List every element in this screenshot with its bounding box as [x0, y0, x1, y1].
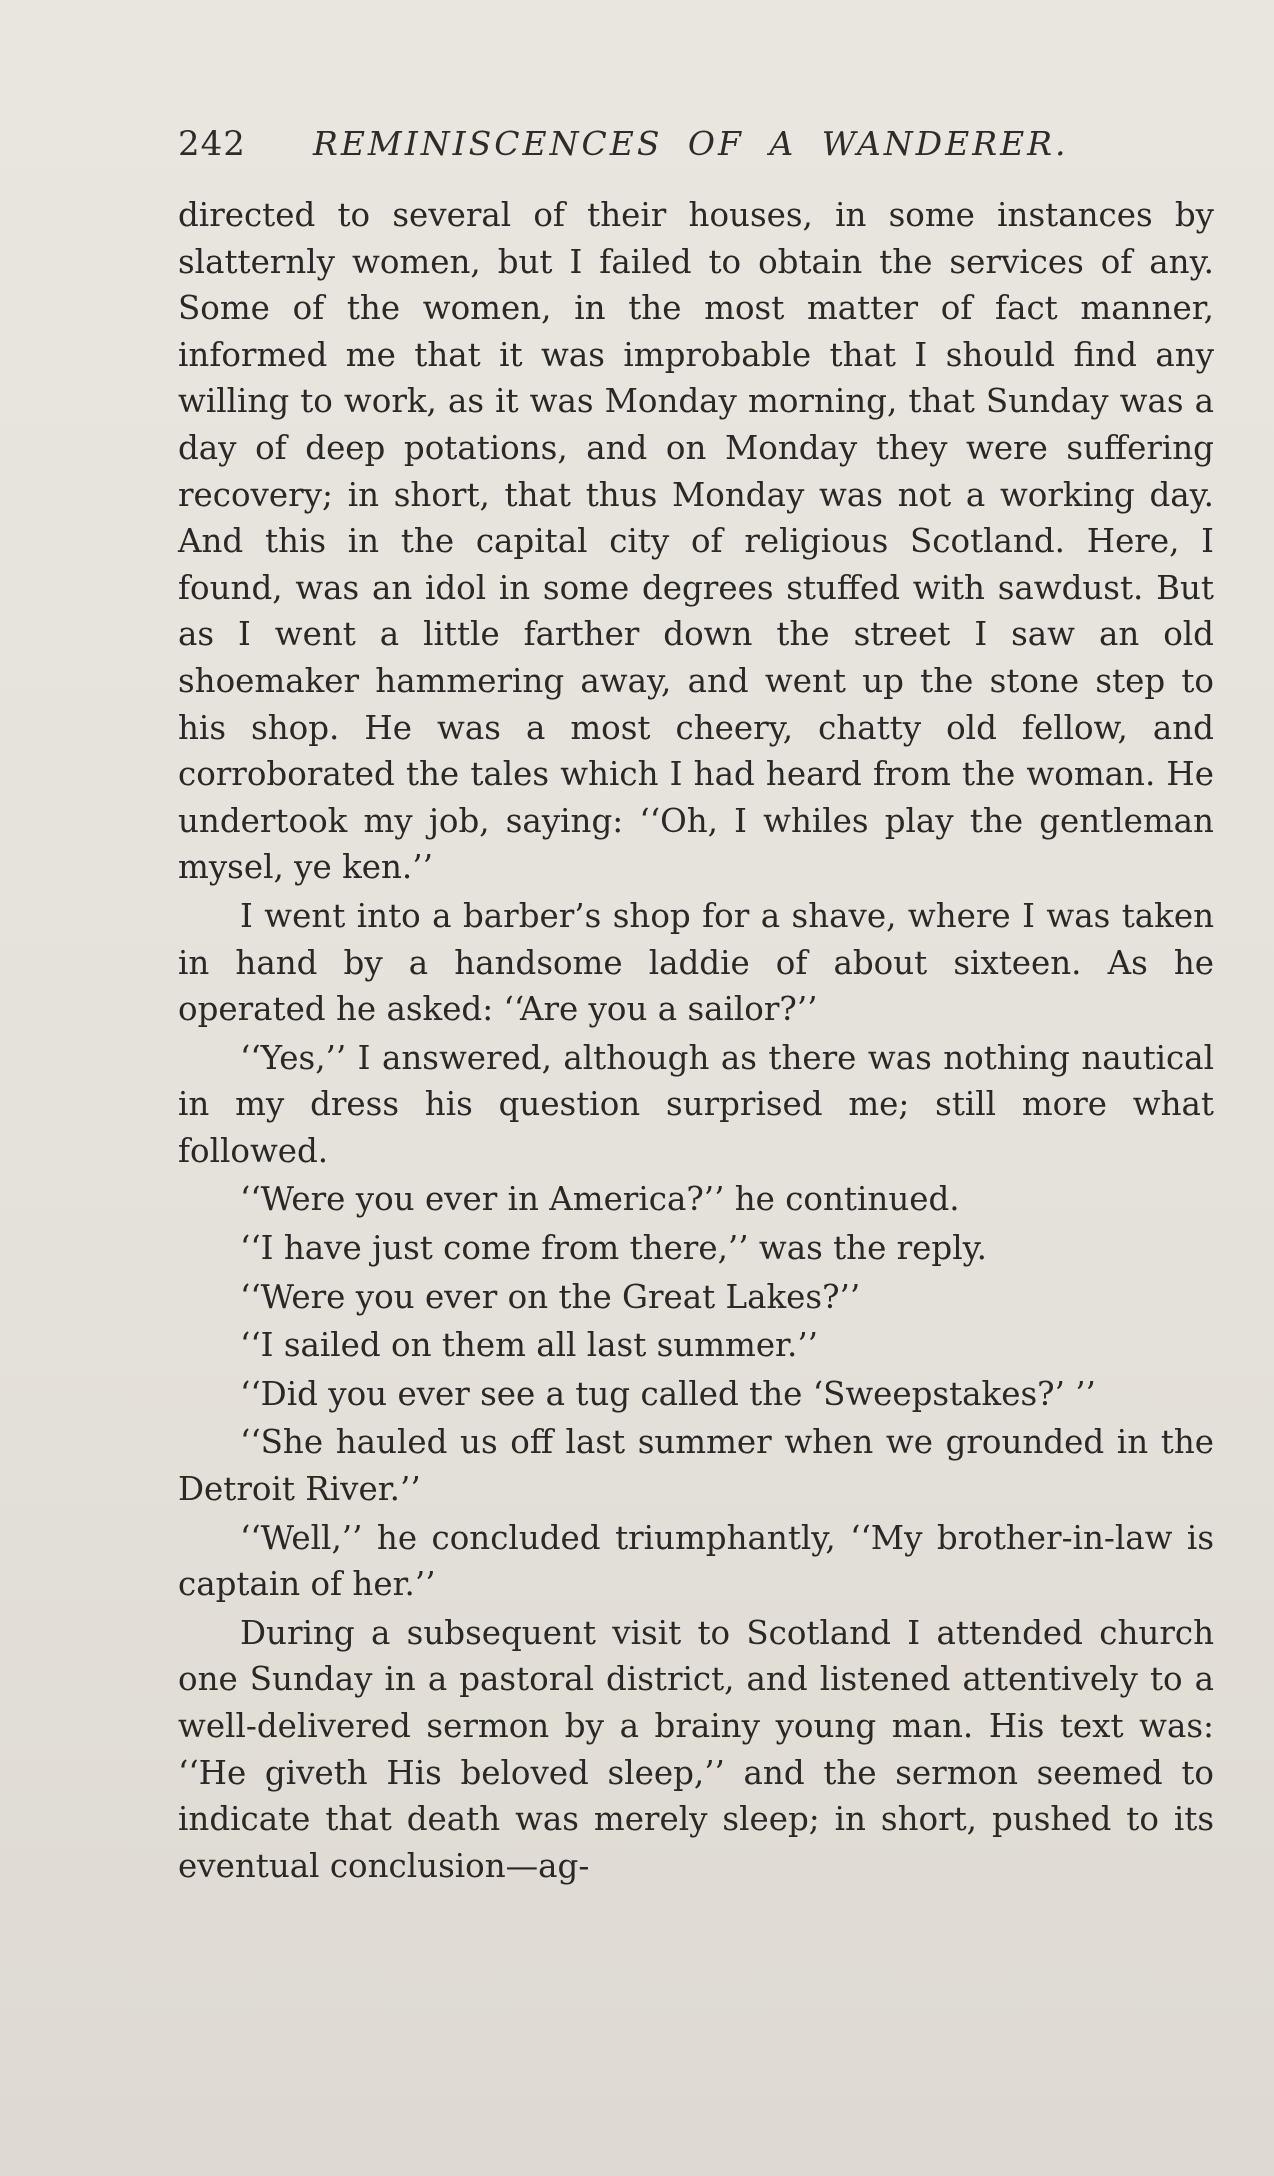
paragraph-4: ‘‘Were you ever in America?’’ he continued. [240, 1180, 960, 1219]
paragraph-3: ‘‘Yes,’’ I answered, although as there was nothing nautical in my dress his question surprised me; still more what followed. [178, 1038, 1214, 1170]
paragraph-7: ‘‘I sailed on them all last summer.’’ [240, 1326, 819, 1365]
body-text [178, 192, 1214, 1889]
paragraph-2: I went into a barber’s shop for a shave, where I was taken in hand by a handsome laddie of about sixteen. As he operated he asked: ‘‘Are you a sailor?’’ [178, 896, 1214, 1029]
paragraph-6: ‘‘Were you ever on the Great Lakes?’’ [240, 1277, 861, 1316]
paragraph-1: directed to several of their houses, in some instances by slatternly women, but I failed to obtain the services of any. Some of the women, in the most matter of fact manner, informed me that it was improbable that I should find any willing to work, as it was Monday morning, that Sunday was a day of deep potations, and on Monday they were suffering recovery; in short, that thus Monday was not a working day. And this in the capital city of religious Scotland. Here, I found, was an idol in some degrees stuffed with sawdust. But as I went a little farther down the street I saw an old shoemaker hammering away, and went up the stone step to his shop. He was a most cheery, chatty old fellow, and corroborated the tales which I had heard from the woman. He undertook my job, saying: ‘‘Oh, I whiles play the gentleman mysel, ye ken.’’ [178, 196, 1214, 887]
paragraph-10: ‘‘Well,’’ he concluded triumphantly, ‘‘My brother-in-law is captain of her.’’ [178, 1518, 1214, 1604]
page-number: 242 [178, 124, 246, 164]
paragraph-8: ‘‘Did you ever see a tug called the ‘Sweepstakes?’ ’’ [240, 1374, 1096, 1413]
page-header [178, 124, 1108, 174]
paragraph-5: ‘‘I have just come from there,’’ was the reply. [240, 1229, 987, 1268]
running-head: REMINISCENCES OF A WANDERER. [313, 124, 1069, 163]
paragraph-9: ‘‘She hauled us off last summer when we grounded in the Detroit River.’’ [178, 1423, 1214, 1509]
paragraph-11: During a subsequent visit to Scotland I attended church one Sunday in a pastoral district, and listened attentively to a well-delivered sermon by a brainy young man. His text was: ‘‘He giveth His beloved sleep,’’ and the sermon seemed to indicate that death was merely sleep; in short, pushed to its eventual conclusion—ag- [178, 1613, 1214, 1885]
